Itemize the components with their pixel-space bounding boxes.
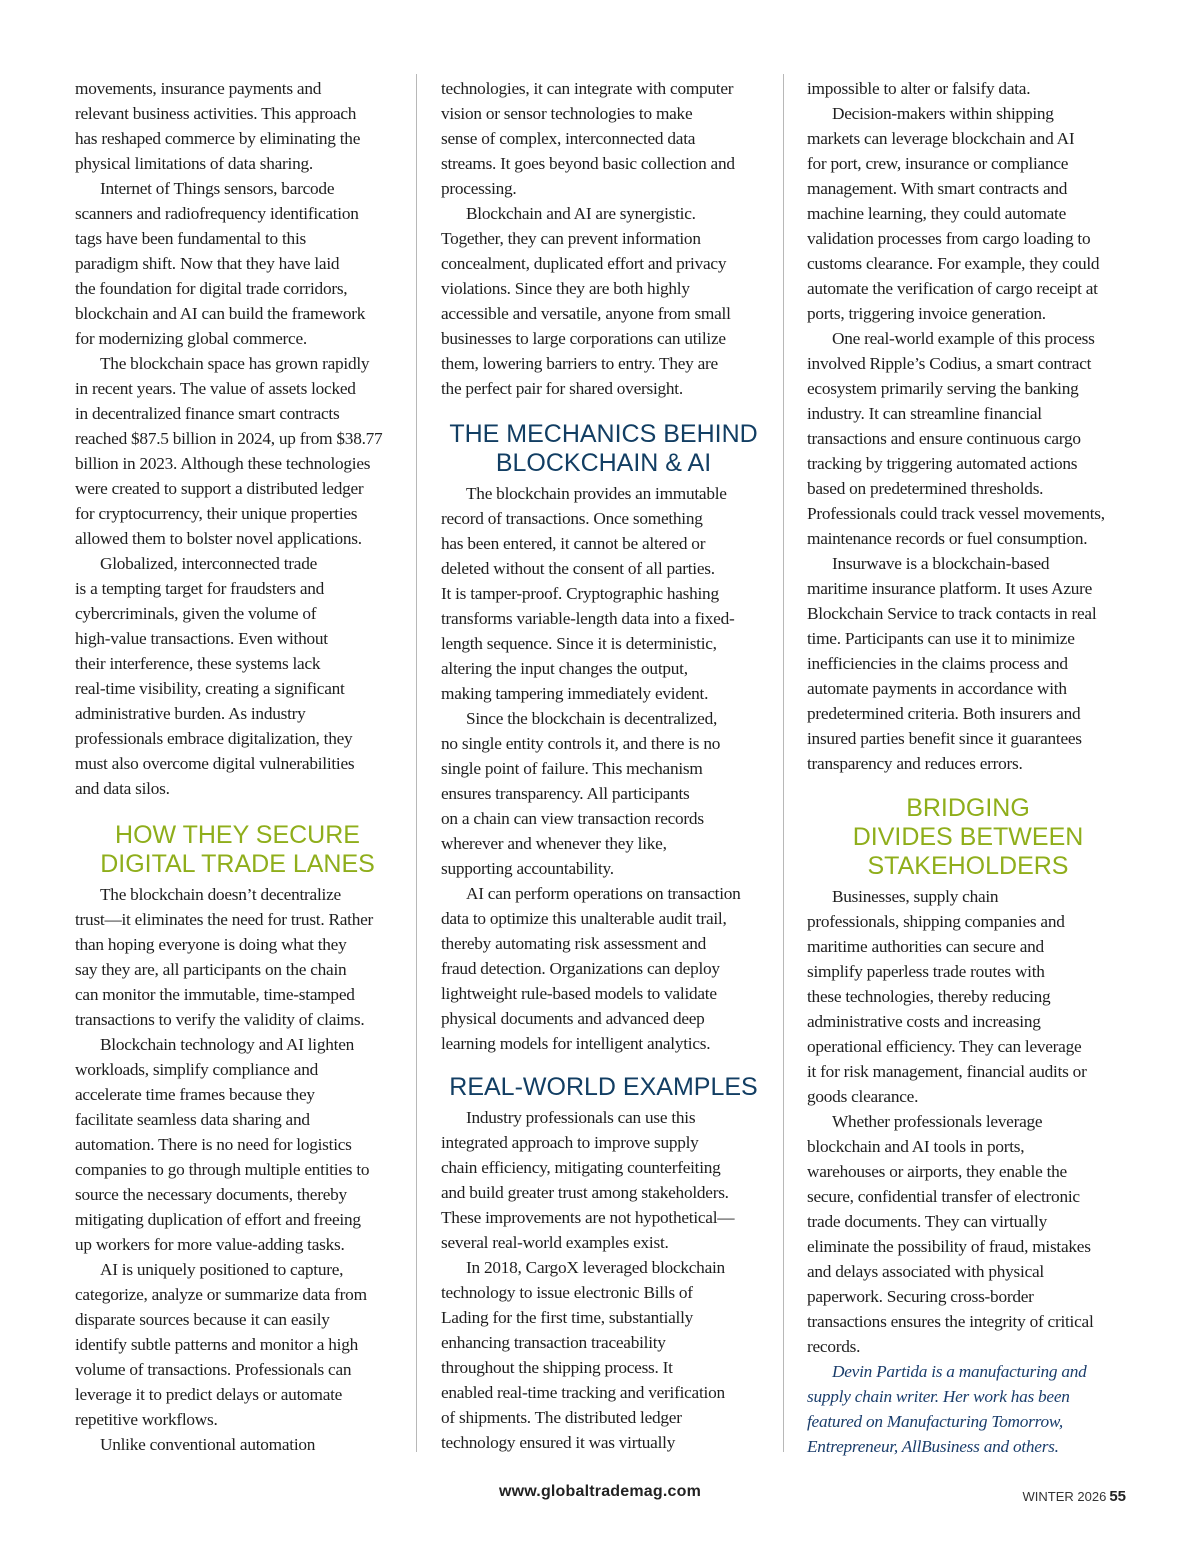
body-text-line: in recent years. The value of assets locked bbox=[75, 379, 356, 398]
body-text-line: goods clearance. bbox=[807, 1087, 919, 1106]
body-text-line: maintenance records or fuel consumption. bbox=[807, 529, 1088, 548]
body-text-line: the perfect pair for shared oversight. bbox=[441, 379, 683, 398]
body-text-line: time. Participants can use it to minimize bbox=[807, 629, 1075, 648]
body-text-line: Professionals could track vessel movements, bbox=[807, 504, 1105, 523]
body-text-line: transactions to verify the validity of claims. bbox=[75, 1010, 365, 1029]
body-text-line: secure, confidential transfer of electronic bbox=[807, 1187, 1080, 1206]
issue-label: WINTER 2026 bbox=[1022, 1489, 1107, 1504]
body-text-line: One real-world example of this process bbox=[832, 329, 1095, 348]
body-text-line: it for risk management, financial audits or bbox=[807, 1062, 1087, 1081]
body-text-line: enhancing transaction traceability bbox=[441, 1333, 666, 1352]
body-text-line: must also overcome digital vulnerabilities bbox=[75, 754, 355, 773]
body-text-line: workloads, simplify compliance and bbox=[75, 1060, 318, 1079]
body-text-line: ports, triggering invoice generation. bbox=[807, 304, 1046, 323]
body-text-line: deleted without the consent of all parties. bbox=[441, 559, 715, 578]
body-text-line: Businesses, supply chain bbox=[832, 887, 999, 906]
body-text-line: Since the blockchain is decentralized, bbox=[466, 709, 718, 728]
body-text-line: maritime insurance platform. It uses Azure bbox=[807, 579, 1093, 598]
body-text-line: physical limitations of data sharing. bbox=[75, 154, 313, 173]
body-text-line: and data silos. bbox=[75, 779, 170, 798]
section-heading bbox=[75, 821, 400, 879]
body-text-line: for port, crew, insurance or compliance bbox=[807, 154, 1069, 173]
body-text-line: Lading for the first time, substantially bbox=[441, 1308, 694, 1327]
section-heading-line: DIGITAL TRADE LANES bbox=[100, 850, 375, 878]
section-heading bbox=[807, 794, 1129, 881]
section-heading-line: BRIDGING bbox=[906, 794, 1030, 822]
body-text-line: no single entity controls it, and there is no bbox=[441, 734, 721, 753]
body-text-line: simplify paperless trade routes with bbox=[807, 962, 1045, 981]
body-text-line: thereby automating risk assessment and bbox=[441, 934, 707, 953]
body-text-line: Blockchain Service to track contacts in real bbox=[807, 604, 1097, 623]
body-text-line: The blockchain doesn’t decentralize bbox=[100, 885, 341, 904]
body-text-line: single point of failure. This mechanism bbox=[441, 759, 703, 778]
body-text-line: markets can leverage blockchain and AI bbox=[807, 129, 1075, 148]
author-bio-line: supply chain writer. Her work has been bbox=[807, 1387, 1070, 1406]
body-text-line: the foundation for digital trade corridors, bbox=[75, 279, 348, 298]
body-text-line: automation. There is no need for logistics bbox=[75, 1135, 352, 1154]
body-text-line: throughout the shipping process. It bbox=[441, 1358, 673, 1377]
section-heading-line: HOW THEY SECURE bbox=[115, 821, 360, 849]
body-text-line: blockchain and AI can build the framework bbox=[75, 304, 366, 323]
body-text-line: Together, they can prevent information bbox=[441, 229, 701, 248]
body-text-line: lightweight rule-based models to validate bbox=[441, 984, 717, 1003]
body-text-line: record of transactions. Once something bbox=[441, 509, 703, 528]
body-text-line: supporting accountability. bbox=[441, 859, 614, 878]
body-text-line: source the necessary documents, thereby bbox=[75, 1185, 347, 1204]
body-text-line: is a tempting target for fraudsters and bbox=[75, 579, 325, 598]
body-text-line: relevant business activities. This approach bbox=[75, 104, 357, 123]
body-text-line: Blockchain technology and AI lighten bbox=[100, 1035, 354, 1054]
body-text-line: has reshaped commerce by eliminating the bbox=[75, 129, 361, 148]
body-text-line: operational efficiency. They can leverage bbox=[807, 1037, 1082, 1056]
body-text-line: trust—it eliminates the need for trust. Rather bbox=[75, 910, 374, 929]
body-text-line: scanners and radiofrequency identification bbox=[75, 204, 359, 223]
body-text-line: ensures transparency. All participants bbox=[441, 784, 690, 803]
body-text-line: volume of transactions. Professionals can bbox=[75, 1360, 352, 1379]
body-text-line: them, lowering barriers to entry. They are bbox=[441, 354, 718, 373]
body-text-line: predetermined criteria. Both insurers and bbox=[807, 704, 1081, 723]
body-text-line: involved Ripple’s Codius, a smart contract bbox=[807, 354, 1092, 373]
body-text-line: altering the input changes the output, bbox=[441, 659, 688, 678]
body-text-line: their interference, these systems lack bbox=[75, 654, 321, 673]
column-divider bbox=[416, 74, 417, 1452]
body-text-line: facilitate seamless data sharing and bbox=[75, 1110, 310, 1129]
body-text-line: automate payments in accordance with bbox=[807, 679, 1067, 698]
body-text-line: Industry professionals can use this bbox=[466, 1108, 696, 1127]
section-heading-line: STAKEHOLDERS bbox=[867, 852, 1069, 880]
body-text-line: physical documents and advanced deep bbox=[441, 1009, 705, 1028]
body-text-line: repetitive workflows. bbox=[75, 1410, 218, 1429]
body-text-line: several real-world examples exist. bbox=[441, 1233, 669, 1252]
body-text-line: Whether professionals leverage bbox=[832, 1112, 1043, 1131]
body-text-line: mitigating duplication of effort and freeing bbox=[75, 1210, 361, 1229]
body-text-line: enabled real-time tracking and verification bbox=[441, 1383, 725, 1402]
body-text-line: administrative costs and increasing bbox=[807, 1012, 1041, 1031]
body-text-line: companies to go through multiple entities to bbox=[75, 1160, 370, 1179]
body-text-line: tracking by triggering automated actions bbox=[807, 454, 1078, 473]
body-text-line: reached $87.5 billion in 2024, up from $38.77 bbox=[75, 429, 383, 448]
body-text-line: and delays associated with physical bbox=[807, 1262, 1044, 1281]
body-text-line: Insurwave is a blockchain-based bbox=[832, 554, 1050, 573]
body-text-line: customs clearance. For example, they could bbox=[807, 254, 1100, 273]
body-text-line: automate the verification of cargo receipt at bbox=[807, 279, 1098, 298]
body-text-line: tags have been fundamental to this bbox=[75, 229, 306, 248]
body-text-line: professionals, shipping companies and bbox=[807, 912, 1065, 931]
body-text-line: blockchain and AI tools in ports, bbox=[807, 1137, 1025, 1156]
body-text-line: integrated approach to improve supply bbox=[441, 1133, 699, 1152]
body-text-line: length sequence. Since it is deterministic, bbox=[441, 634, 717, 653]
body-text-line: AI is uniquely positioned to capture, bbox=[100, 1260, 344, 1279]
author-bio-line: featured on Manufacturing Tomorrow, bbox=[807, 1412, 1063, 1431]
body-text-line: technology to issue electronic Bills of bbox=[441, 1283, 693, 1302]
body-text-line: making tampering immediately evident. bbox=[441, 684, 709, 703]
body-text-line: concealment, duplicated effort and privacy bbox=[441, 254, 727, 273]
body-text-line: management. With smart contracts and bbox=[807, 179, 1068, 198]
body-text-line: on a chain can view transaction records bbox=[441, 809, 704, 828]
body-text-line: validation processes from cargo loading to bbox=[807, 229, 1091, 248]
body-text-line: real-time visibility, creating a significant bbox=[75, 679, 345, 698]
footer-issue-info bbox=[1023, 1488, 1127, 1505]
body-text-line: technology ensured it was virtually bbox=[441, 1433, 676, 1452]
body-text-line: for cryptocurrency, their unique properties bbox=[75, 504, 358, 523]
section-heading-line: DIVIDES BETWEEN bbox=[852, 823, 1084, 851]
body-text-line: leverage it to predict delays or automate bbox=[75, 1385, 343, 1404]
body-text-line: Globalized, interconnected trade bbox=[100, 554, 318, 573]
body-text-line: paradigm shift. Now that they have laid bbox=[75, 254, 340, 273]
body-text-line: high-value transactions. Even without bbox=[75, 629, 328, 648]
column-divider bbox=[783, 74, 784, 1452]
body-text-line: data to optimize this unalterable audit trail, bbox=[441, 909, 727, 928]
article-column-1 bbox=[75, 76, 400, 1457]
section-heading bbox=[441, 1073, 766, 1102]
body-text-line: professionals embrace digitalization, they bbox=[75, 729, 353, 748]
article-column-3 bbox=[807, 76, 1129, 1459]
body-text-line: for modernizing global commerce. bbox=[75, 329, 307, 348]
body-text-line: In 2018, CargoX leveraged blockchain bbox=[466, 1258, 725, 1277]
body-text-line: accelerate time frames because they bbox=[75, 1085, 315, 1104]
body-text-line: can monitor the immutable, time-stamped bbox=[75, 985, 355, 1004]
body-text-line: of shipments. The distributed ledger bbox=[441, 1408, 682, 1427]
body-text-line: than hoping everyone is doing what they bbox=[75, 935, 347, 954]
body-text-line: learning models for intelligent analytics. bbox=[441, 1034, 711, 1053]
body-text-line: inefficiencies in the claims process and bbox=[807, 654, 1068, 673]
body-text-line: movements, insurance payments and bbox=[75, 79, 322, 98]
section-heading-line: BLOCKCHAIN & AI bbox=[495, 449, 712, 477]
body-text-line: warehouses or airports, they enable the bbox=[807, 1162, 1067, 1181]
body-text-line: has been entered, it cannot be altered or bbox=[441, 534, 706, 553]
body-text-line: technologies, it can integrate with computer bbox=[441, 79, 734, 98]
body-text-line: based on predetermined thresholds. bbox=[807, 479, 1044, 498]
body-text-line: identify subtle patterns and monitor a high bbox=[75, 1335, 358, 1354]
page-number: 55 bbox=[1109, 1488, 1126, 1505]
body-text-line: ecosystem primarily serving the banking bbox=[807, 379, 1079, 398]
section-heading bbox=[441, 420, 766, 478]
body-text-line: fraud detection. Organizations can deploy bbox=[441, 959, 720, 978]
body-text-line: wherever and whenever they like, bbox=[441, 834, 667, 853]
body-text-line: maritime authorities can secure and bbox=[807, 937, 1044, 956]
body-text-line: Decision-makers within shipping bbox=[832, 104, 1054, 123]
body-text-line: categorize, analyze or summarize data from bbox=[75, 1285, 367, 1304]
body-text-line: disparate sources because it can easily bbox=[75, 1310, 330, 1329]
body-text-line: in decentralized finance smart contracts bbox=[75, 404, 340, 423]
body-text-line: violations. Since they are both highly bbox=[441, 279, 690, 298]
body-text-line: streams. It goes beyond basic collection and bbox=[441, 154, 735, 173]
body-text-line: insured parties benefit since it guarantees bbox=[807, 729, 1082, 748]
body-text-line: these technologies, thereby reducing bbox=[807, 987, 1051, 1006]
body-text-line: allowed them to bolster novel applications. bbox=[75, 529, 362, 548]
body-text-line: The blockchain provides an immutable bbox=[466, 484, 727, 503]
body-text-line: paperwork. Securing cross-border bbox=[807, 1287, 1034, 1306]
body-text-line: Blockchain and AI are synergistic. bbox=[466, 204, 696, 223]
body-text-line: records. bbox=[807, 1337, 861, 1356]
body-text-line: transforms variable-length data into a fixed- bbox=[441, 609, 735, 628]
body-text-line: up workers for more value-adding tasks. bbox=[75, 1235, 345, 1254]
body-text-line: transactions and ensure continuous cargo bbox=[807, 429, 1081, 448]
article-column-2 bbox=[441, 76, 766, 1455]
body-text-line: say they are, all participants on the chain bbox=[75, 960, 347, 979]
body-text-line: sense of complex, interconnected data bbox=[441, 129, 696, 148]
body-text-line: and build greater trust among stakeholders. bbox=[441, 1183, 729, 1202]
body-text-line: administrative burden. As industry bbox=[75, 704, 306, 723]
body-text-line: trade documents. They can virtually bbox=[807, 1212, 1047, 1231]
body-text-line: machine learning, they could automate bbox=[807, 204, 1066, 223]
body-text-line: billion in 2023. Although these technologies bbox=[75, 454, 371, 473]
body-text-line: Internet of Things sensors, barcode bbox=[100, 179, 335, 198]
author-bio-line: Devin Partida is a manufacturing and bbox=[832, 1362, 1087, 1381]
footer-website-url[interactable]: www.globaltrademag.com bbox=[498, 1483, 702, 1500]
body-text-line: accessible and versatile, anyone from small bbox=[441, 304, 731, 323]
body-text-line: It is tamper-proof. Cryptographic hashing bbox=[441, 584, 719, 603]
body-text-line: Unlike conventional automation bbox=[100, 1435, 316, 1454]
body-text-line: The blockchain space has grown rapidly bbox=[100, 354, 370, 373]
author-bio-line: Entrepreneur, AllBusiness and others. bbox=[807, 1437, 1059, 1456]
body-text-line: eliminate the possibility of fraud, mistakes bbox=[807, 1237, 1091, 1256]
body-text-line: AI can perform operations on transaction bbox=[466, 884, 741, 903]
body-text-line: These improvements are not hypothetical— bbox=[441, 1208, 735, 1227]
body-text-line: impossible to alter or falsify data. bbox=[807, 79, 1031, 98]
body-text-line: processing. bbox=[441, 179, 517, 198]
body-text-line: businesses to large corporations can utilize bbox=[441, 329, 726, 348]
body-text-line: cybercriminals, given the volume of bbox=[75, 604, 317, 623]
section-heading-line: REAL-WORLD EXAMPLES bbox=[449, 1073, 758, 1101]
section-heading-line: THE MECHANICS BEHIND bbox=[449, 420, 758, 448]
body-text-line: transparency and reduces errors. bbox=[807, 754, 1023, 773]
body-text-line: industry. It can streamline financial bbox=[807, 404, 1042, 423]
body-text-line: transactions ensures the integrity of critical bbox=[807, 1312, 1094, 1331]
body-text-line: chain efficiency, mitigating counterfeiting bbox=[441, 1158, 721, 1177]
body-text-line: were created to support a distributed ledger bbox=[75, 479, 364, 498]
body-text-line: vision or sensor technologies to make bbox=[441, 104, 693, 123]
